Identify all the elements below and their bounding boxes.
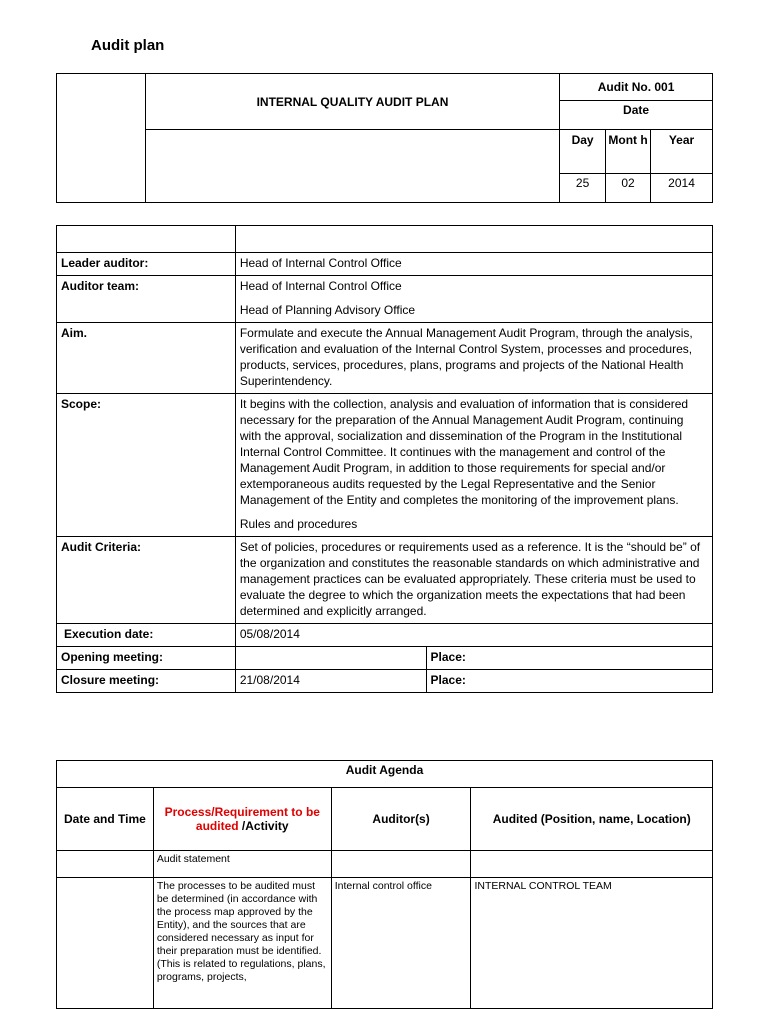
col-process-highlight: Process/Requirement to be audited [164,805,320,833]
year-value: 2014 [651,174,713,203]
scope-text: It begins with the collection, analysis and evaluation of information that is considered necessary for the preparation of the Annual Management Audit Program, continuing with the approval, socialization and dissemination of the Program in the Institutional Internal Control Committee. It continues with the management and control of the Management Audit Program, in addition to those requirements for special and/or extemporaneous audits requested by the Legal Representative and the Senior Management of the Entity and completes the monitoring of the improvement plans. [239,397,689,507]
scope-value [235,394,712,537]
closure-meeting-value: 21/08/2014 [235,670,426,693]
execution-date-value: 05/08/2014 [235,624,712,647]
plan-title: INTERNAL QUALITY AUDIT PLAN [145,74,559,130]
day-value: 25 [560,174,606,203]
auditor-team-values [235,276,712,323]
year-label: Year [651,130,713,174]
scope-rules: Rules and procedures [239,517,358,531]
row-auditors: Internal control office [331,878,471,1009]
audit-info-table [56,225,713,693]
row-process: Audit statement [153,851,331,878]
audit-agenda-table [56,760,713,1009]
criteria-value: Set of policies, procedures or requirements used as a reference. It is the “should be” of the organization and constitutes the reasonable standards on which administrative and management practices can be evaluated appropriately. These criteria must be used to evaluate the degree to which the organization meets the expectations that had been determined and explicitly arranged. [235,537,712,624]
auditor-team-member: Head of Planning Advisory Office [239,303,416,317]
row-date [57,851,154,878]
month-value: 02 [606,174,651,203]
table-row [57,878,713,1009]
opening-meeting-label: Opening meeting: [57,647,236,670]
execution-date-label: Execution date: [57,624,236,647]
row-process: The processes to be audited must be determined (in accordance with the process map approved by the Entity), and the sources that are considered necessary as input for their preparation must be identified. (This is related to regulations, plans, programs, projects, [153,878,331,1009]
col-process-activity: /Activity [238,819,289,833]
row-audited: INTERNAL CONTROL TEAM [471,878,713,1009]
row-audited [471,851,713,878]
closure-meeting-label: Closure meeting: [57,670,236,693]
col-date-time: Date and Time [57,788,154,851]
document-title: Audit plan [91,37,165,54]
row-auditors [331,851,471,878]
leader-auditor-value: Head of Internal Control Office [235,253,712,276]
auditor-team-label: Auditor team: [57,276,236,323]
opening-place-label: Place: [426,647,712,670]
date-label: Date [560,101,713,130]
audit-header-table [56,73,713,203]
closure-place-label: Place: [426,670,712,693]
table-row [57,851,713,878]
aim-label: Aim. [57,323,236,394]
leader-auditor-label: Leader auditor: [57,253,236,276]
info-blank-right [235,226,712,253]
criteria-label: Audit Criteria: [57,537,236,624]
scope-label: Scope: [57,394,236,537]
audit-number: Audit No. 001 [560,74,713,101]
logo-cell [57,74,146,203]
month-label: Mont h [606,130,651,174]
row-date [57,878,154,1009]
day-label: Day [560,130,606,174]
col-process [153,788,331,851]
col-audited: Audited (Position, name, Location) [471,788,713,851]
aim-value: Formulate and execute the Annual Management Audit Program, through the analysis, verification and evaluation of the Internal Control System, processes and procedures, products, services, procedures, plans, programs and projects of the National Health Superintendency. [235,323,712,394]
opening-meeting-value [235,647,426,670]
header-blank-cell [145,130,559,203]
info-blank-left [57,226,236,253]
col-auditors: Auditor(s) [331,788,471,851]
agenda-title: Audit Agenda [57,761,713,788]
auditor-team-member: Head of Internal Control Office [239,279,402,293]
